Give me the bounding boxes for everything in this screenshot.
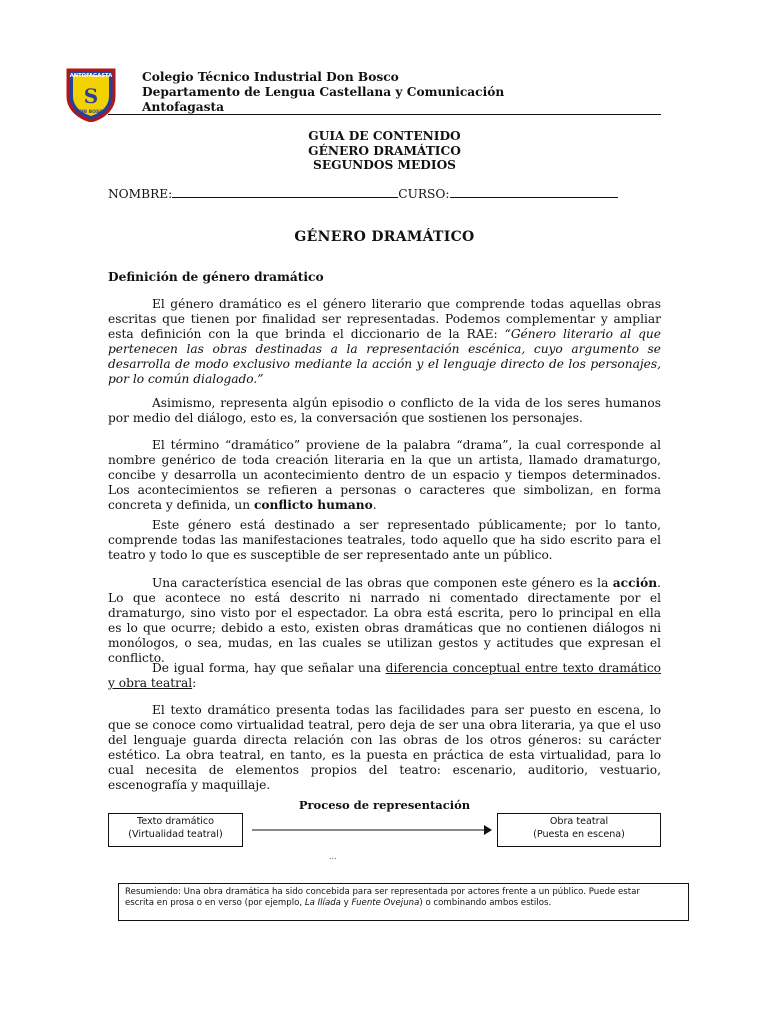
diagram-title: Proceso de representación — [298, 798, 471, 812]
summary-box: Resumiendo: Una obra dramática ha sido concebida para ser representada por actores frente a un público. Puede estar escrita en prosa o en verso (por ejemplo, La Ilíada y Fuente Ovejuna) o combinando ambos estilos. — [118, 883, 689, 921]
school-header — [142, 70, 504, 115]
paragraph-term: El término “dramático” proviene de la palabra “drama”, la cual corresponde al nombre genérico de toda creación literaria en la que un artista, llamado dramaturgo, concibe y desarrolla un acontecimiento dentro de un espacio y tiempos determinados. Los acontecimientos se refieren a personas o caracteres que simbolizan, en forma concreta y definida, un conflicto humano. — [108, 438, 661, 512]
paragraph-action: Una característica esencial de las obras que componen este género es la acción. Lo que acontece no está descrito ni narrado ni comentado directamente por el dramaturgo, sino visto por el espectador. La obra está escrita, pero lo principal en ella es lo que ocurre; debido a esto, existen obras dramáticas que no contienen diálogos ni monólogos, o sea, mudas, en las cuales se utilizan gestos y actitudes que expresan el conflicto. — [108, 576, 661, 665]
department-name: Departamento de Lengua Castellana y Comunicación — [142, 85, 505, 99]
svg-text:ANTOFAGASTA: ANTOFAGASTA — [69, 73, 113, 79]
city-name: Antofagasta — [142, 100, 225, 114]
paragraph-definition: El género dramático es el género literario que comprende todas aquellas obras escritas que tienen por finalidad ser representadas. Podemos complementar y ampliar esta definición con la que brinda el diccionario de la RAE: “Género literario al que pertenecen las obras destinadas a la representación escénica, cuyo argumento se desarrolla de modo exclusivo mediante la acción y el lenguaje directo de los personajes, por lo común dialogado.” — [108, 297, 661, 386]
theatre-work-box: Obra teatral (Puesta en escena) — [497, 813, 661, 847]
action-emphasis: acción — [612, 576, 658, 590]
svg-text:DON BOSCO: DON BOSCO — [75, 110, 107, 115]
arrow-right-icon — [252, 824, 492, 836]
name-blank[interactable] — [172, 186, 398, 198]
conflict-emphasis: conflicto humano — [253, 498, 373, 512]
guide-title: GUIA DE CONTENIDO GÉNERO DRAMÁTICO SEGUNDOS MEDIOS — [308, 129, 461, 172]
paragraph-virtuality: El texto dramático presenta todas las facilidades para ser puesto en escena, lo que se conoce como virtualidad teatral, pero deja de ser una obra literaria, ya que el uso del lenguaje guarda directa relación con las obras de los otros géneros: su carácter estético. La obra teatral, en tanto, es la puesta en práctica de esta virtualidad, para lo cual necesita de elementos propios del teatro: escenario, auditorio, vestuario, escenografía y maquillaje. — [108, 703, 661, 792]
ellipsis-mark: ... — [329, 852, 337, 861]
course-label: CURSO: — [398, 187, 450, 201]
course-blank[interactable] — [450, 186, 618, 198]
name-label: NOMBRE: — [108, 187, 173, 201]
paragraph-public: Este género está destinado a ser representado públicamente; por lo tanto, comprende todas las manifestaciones teatrales, todo aquello que ha sido escrito para el teatro y todo lo que es susceptible de ser representado ante un público. — [108, 518, 661, 562]
header-divider — [108, 114, 661, 115]
rae-quote: “Género literario al que pertenecen las obras destinadas a la representación escénica, cuyo argumento se desarrolla de modo exclusivo mediante la acción y el lenguaje directo de los personajes, por lo común dialogado.” — [108, 327, 661, 386]
section-heading: Definición de género dramático — [108, 270, 324, 284]
school-name: Colegio Técnico Industrial Don Bosco — [142, 70, 399, 84]
dramatic-text-box: Texto dramático (Virtualidad teatral) — [108, 813, 243, 847]
paragraph-difference: De igual forma, hay que señalar una diferencia conceptual entre texto dramático y obra teatral: — [108, 661, 661, 690]
student-form-line — [108, 186, 618, 201]
paragraph-episode: Asimismo, representa algún episodio o conflicto de la vida de los seres humanos por medio del diálogo, esto es, la conversación que sostienen los personajes. — [108, 396, 661, 425]
main-title: GÉNERO DRAMÁTICO — [294, 229, 475, 245]
svg-text:S: S — [83, 84, 99, 108]
difference-underline: diferencia conceptual entre texto dramático y obra teatral — [108, 661, 661, 690]
